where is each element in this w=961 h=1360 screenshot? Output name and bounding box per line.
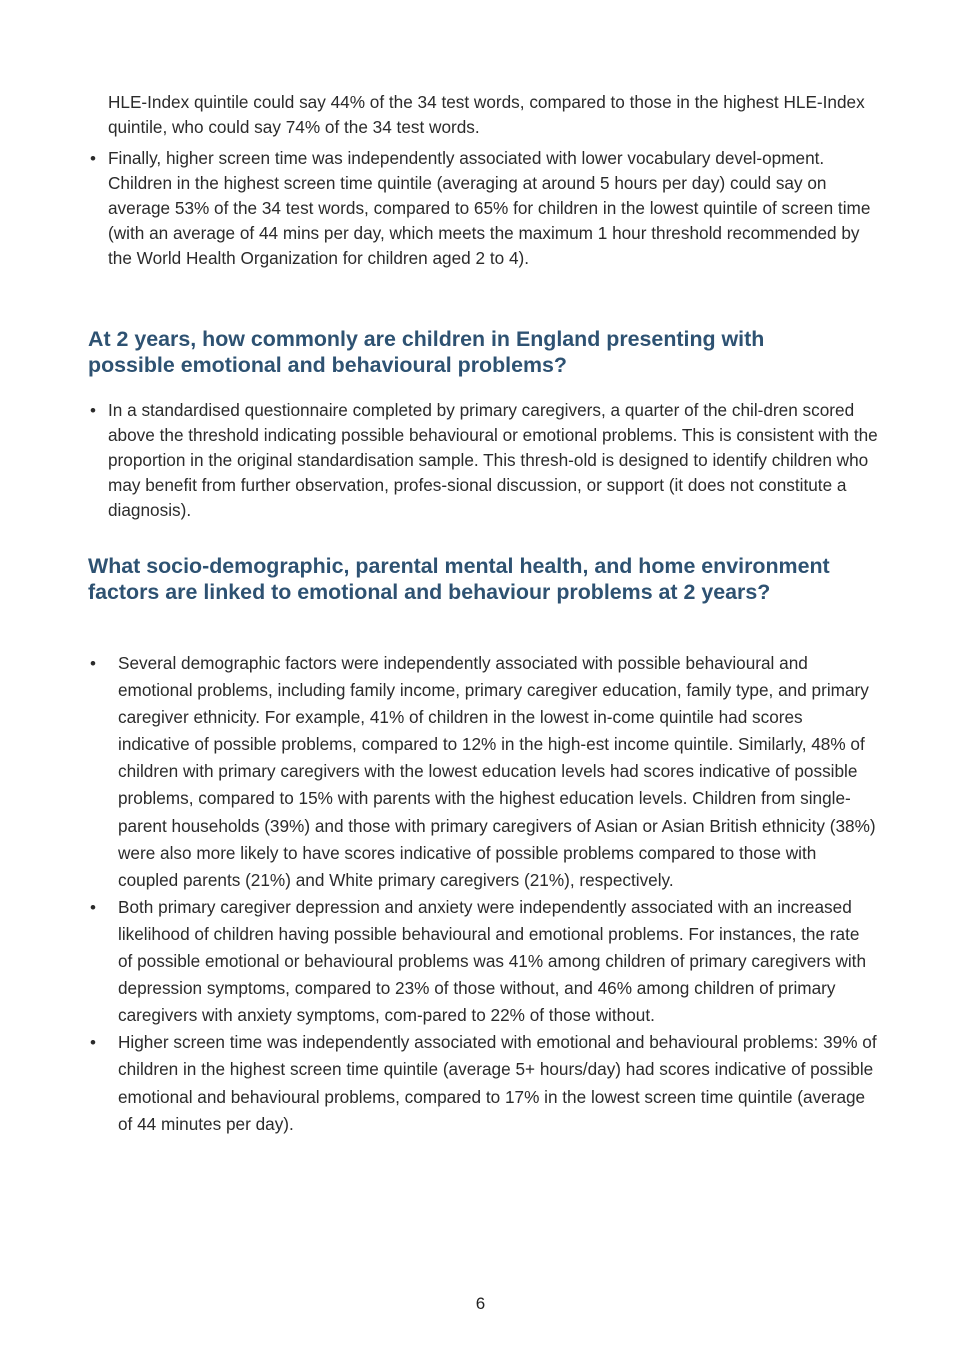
section-factors (88, 553, 878, 605)
bullet-icon: • (90, 654, 96, 673)
section-factors-bullets (88, 650, 878, 1138)
bullet-icon: • (90, 401, 96, 420)
bullet-text: Finally, higher screen time was independently associated with lower vocabulary devel-opment. Children in the highest screen time quintile (averaging at around 5 hours per day) could say on average 53% of the 34 test words, compared to 65% for children in the lowest quintile of screen time (with an average of 44 mins per day, which meets the maximum 1 hour threshold recommended by the World Health Organization for children aged 2 to 4). (108, 148, 871, 268)
continuation-paragraph (108, 90, 878, 140)
page-number: 6 (475, 1294, 486, 1313)
bullet-item (88, 146, 878, 271)
bullet-icon: • (90, 149, 96, 168)
bullet-icon: • (90, 1033, 96, 1053)
bullet-item (88, 1029, 878, 1137)
bullet-icon: • (90, 897, 96, 917)
bullet-item (88, 650, 878, 894)
section-heading: What socio-demographic, parental mental health, and home environment factors are linked to emotional and behaviour problems at 2 years? (88, 554, 830, 604)
section-prevalence-bullets (88, 398, 878, 523)
section-heading: At 2 years, how commonly are children in England presenting with possible emotional and behavioural problems? (88, 327, 765, 377)
bullet-text: Both primary caregiver depression and anxiety were independently associated with an increased likelihood of children having possible behavioural and emotional problems. For instances, the rate of possible emotional or behavioural problems was 41% among children of primary caregivers with depression symptoms, compared to 23% of those without, and 46% among children of primary caregivers with anxiety symptoms, com-pared to 22% of those without. (118, 896, 867, 1026)
intro-bullet-list (88, 146, 878, 271)
section-prevalence (88, 326, 878, 378)
bullet-text: Higher screen time was independently associated with emotional and behavioural problems: 39% of children in the highest screen time quintile (average 5+ hours/day) had scores indicative of possible emotional and behavioural problems, compared to 17% in the lowest screen time quintile (average of 44 minutes per day). (118, 1032, 877, 1134)
bullet-item (88, 398, 878, 523)
bullet-text: Several demographic factors were independently associated with possible behavioural and emotional problems, including family income, primary caregiver education, family type, and primary caregiver ethnicity. For example, 41% of children in the lowest in-come quintile had scores indicative of possible problems, compared to 12% in the high-est income quintile. Similarly, 48% of children with primary caregivers with the lowest education levels had scores indicative of possible problems, compared to 15% with parents with the highest education levels. Children from single-parent households (39%) and those with primary caregivers of Asian or Asian British ethnicity (38%) were also more likely to have scores indicative of possible problems compared to those with coupled parents (21%) and White primary caregivers (21%), respectively. (118, 653, 876, 890)
bullet-text: In a standardised questionnaire completed by primary caregivers, a quarter of the chil-dren scored above the threshold indicating possible behavioural or emotional problems. This is consistent with the proportion in the original standardisation sample. This thresh-old is designed to identify children who may benefit from further observation, profes-sional discussion, or support (it does not constitute a diagnosis). (108, 400, 878, 520)
bullet-item (88, 894, 878, 1029)
continuation-text: HLE-Index quintile could say 44% of the 34 test words, compared to those in the highest HLE-Index quintile, who could say 74% of the 34 test words. (108, 92, 865, 137)
